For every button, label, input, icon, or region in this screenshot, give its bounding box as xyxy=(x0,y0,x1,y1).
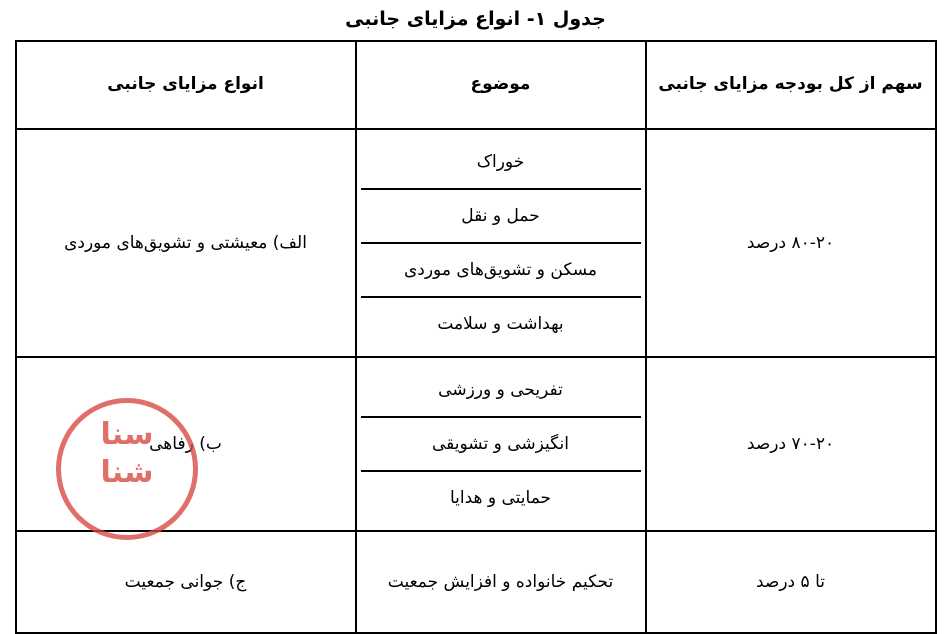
topic-item: حمل و نقل xyxy=(361,189,641,243)
topic-group xyxy=(356,357,646,531)
watermark-line-1: سنا xyxy=(100,417,154,452)
topic-item: تفریحی و ورزشی xyxy=(361,364,641,417)
share-cell: ۸۰-۲۰ درصد xyxy=(646,129,936,357)
table-header-row xyxy=(16,41,936,129)
topic-item: انگیزشی و تشویقی xyxy=(361,417,641,471)
header-topic: موضوع xyxy=(356,41,646,129)
benefit-type-cell: ج) جوانی جمعیت xyxy=(16,531,356,633)
topic-item: خوراک xyxy=(361,136,641,189)
topic-item: حمایتی و هدایا xyxy=(449,488,552,508)
header-benefit-type: انواع مزایای جانبی xyxy=(16,41,356,129)
share-cell: ۷۰-۲۰ درصد xyxy=(646,357,936,531)
table-row xyxy=(16,129,936,357)
share-cell: تا ۵ درصد xyxy=(646,531,936,633)
topic-group xyxy=(356,129,646,357)
topic-list xyxy=(361,364,641,524)
table-row xyxy=(16,357,936,531)
topic-item: مسکن و تشویق‌های موردی xyxy=(361,243,641,297)
watermark-line-2: شنا xyxy=(100,454,154,490)
benefit-type-cell: ب) رفاهی xyxy=(16,357,356,531)
table-row xyxy=(16,531,936,633)
topic-list xyxy=(361,136,641,350)
topic-item: تحکیم خانواده و افزایش جمعیت xyxy=(356,531,646,633)
table-caption: جدول ۱- انواع مزایای جانبی xyxy=(345,8,606,30)
benefits-table xyxy=(15,40,937,634)
topic-item: بهداشت و سلامت xyxy=(437,314,564,334)
header-share: سهم از کل بودجه مزایای جانبی xyxy=(646,41,936,129)
benefit-type-cell: الف) معیشتی و تشویق‌های موردی xyxy=(16,129,356,357)
